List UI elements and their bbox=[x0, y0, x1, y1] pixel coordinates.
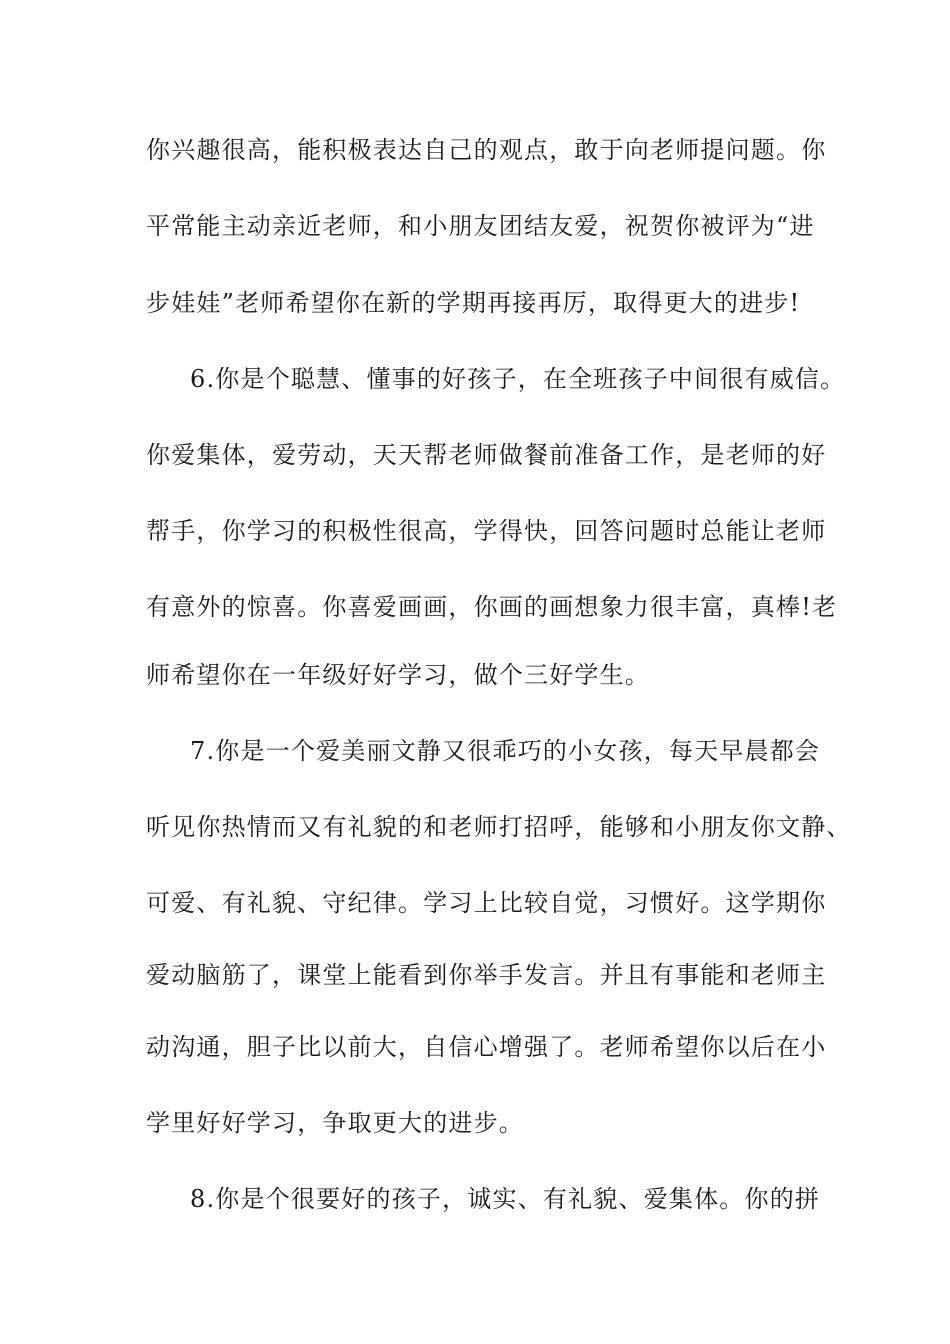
text-line: 师希望你在一年级好好学习，做个三好学生。 bbox=[146, 661, 650, 689]
text-line: 听见你热情而又有礼貌的和老师打招呼，能够和小朋友你文静、 bbox=[146, 813, 852, 841]
text-line: 爱动脑筋了，课堂上能看到你举手发言。并且有事能和老师主 bbox=[146, 961, 827, 989]
text-line: 学里好好学习，争取更大的进步。 bbox=[146, 1109, 524, 1137]
text-line: 有意外的惊喜。你喜爱画画，你画的画想象力很丰富，真棒!老 bbox=[146, 593, 838, 621]
text-line: 步娃娃”老师希望你在新的学期再接再厉，取得更大的进步! bbox=[146, 289, 801, 317]
paragraph-7-start: 7.你是一个爱美丽文静又很乖巧的小女孩，每天早晨都会 bbox=[190, 737, 821, 765]
text-line: 帮手，你学习的积极性很高，学得快，回答问题时总能让老师 bbox=[146, 517, 827, 545]
paragraph-8-start: 8.你是个很要好的孩子，诚实、有礼貌、爱集体。你的拼 bbox=[190, 1185, 821, 1213]
paragraph-6-start: 6.你是个聪慧、懂事的好孩子，在全班孩子中间很有威信。 bbox=[190, 365, 846, 393]
text-line: 你爱集体，爱劳动，天天帮老师做餐前准备工作，是老师的好 bbox=[146, 441, 827, 469]
text-line: 可爱、有礼貌、守纪律。学习上比较自觉，习惯好。这学期你 bbox=[146, 889, 827, 917]
text-line: 平常能主动亲近老师，和小朋友团结友爱，祝贺你被评为“进 bbox=[146, 212, 815, 240]
text-line: 你兴趣很高，能积极表达自己的观点，敢于向老师提问题。你 bbox=[146, 136, 827, 164]
text-line: 动沟通，胆子比以前大，自信心增强了。老师希望你以后在小 bbox=[146, 1033, 827, 1061]
